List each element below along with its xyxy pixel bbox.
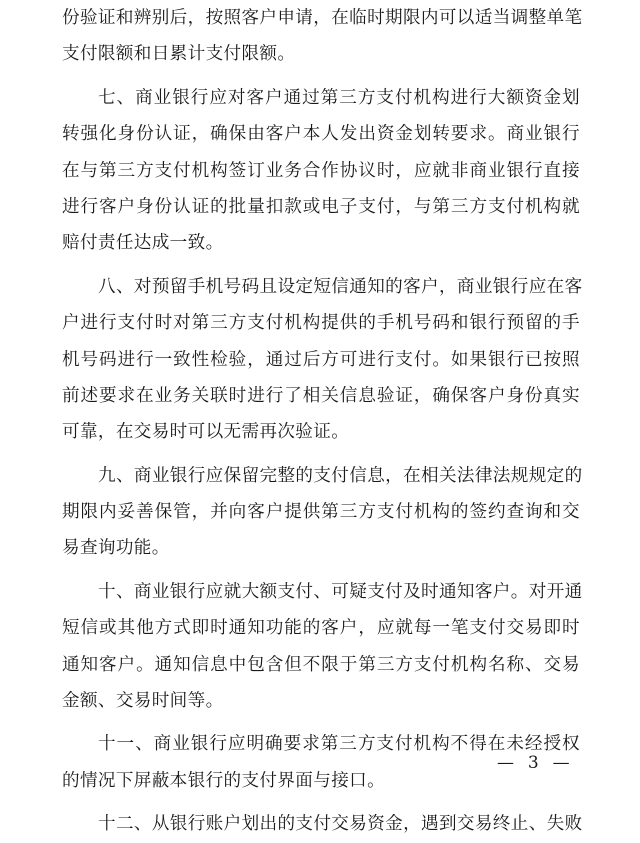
paragraph-item-10 <box>62 574 583 720</box>
text-line: 十一、商业银行应明确要求第三方支付机构不得在未经授权 <box>98 734 580 755</box>
paragraph-item-12 <box>62 806 583 842</box>
text-line: 金额、交易时间等。 <box>62 691 224 712</box>
text-line: 七、商业银行应对客户通过第三方支付机构进行大额资金划 <box>98 87 580 108</box>
text-line: 的情况下屏蔽本银行的支付界面与接口。 <box>62 770 386 791</box>
text-line: 十二、从银行账户划出的支付交易资金，遇到交易终止、失败 <box>98 814 583 835</box>
text-line: 八、对预留手机号码且设定短信通知的客户，商业银行应在客 <box>98 276 583 297</box>
document-page <box>62 0 583 843</box>
paragraph-item-7 <box>62 80 580 262</box>
text-line: 转强化身份认证，确保由客户本人发出资金划转要求。商业银行 <box>62 124 580 145</box>
text-line: 十、商业银行应就大额支付、可疑支付及时通知客户。对开通 <box>98 581 583 602</box>
text-line: 赔付责任达成一致。 <box>62 233 224 254</box>
text-line: 九、商业银行应保留完整的支付信息，在相关法律法规规定的 <box>98 465 583 486</box>
text-line: 机号码进行一致性检验，通过后方可进行支付。如果银行已按照 <box>62 349 580 370</box>
text-line: 份验证和辨别后，按照客户申请，在临时期限内可以适当调整单笔 <box>62 8 583 28</box>
paragraph-item-8 <box>62 269 583 451</box>
paragraph-continued <box>62 0 583 73</box>
text-line: 期限内妥善保管，并向客户提供第三方支付机构的签约查询和交 <box>62 502 580 523</box>
text-line: 在与第三方支付机构签订业务合作协议时，应就非商业银行直接 <box>62 160 580 181</box>
paragraph-item-9 <box>62 458 583 567</box>
text-line: 通知客户。通知信息中包含但不限于第三方支付机构名称、交易 <box>62 654 580 675</box>
text-line: 易查询功能。 <box>62 538 170 559</box>
text-line: 前述要求在业务关联时进行了相关信息验证，确保客户身份真实 <box>62 385 580 406</box>
page-number: — 3 — <box>497 753 574 773</box>
text-line: 短信或其他方式即时通知功能的客户，应就每一笔支付交易即时 <box>62 618 580 639</box>
text-line: 进行客户身份认证的批量扣款或电子支付，与第三方支付机构就 <box>62 196 580 217</box>
text-line: 支付限额和日累计支付限额。 <box>62 44 296 65</box>
text-line: 户进行支付时对第三方支付机构提供的手机号码和银行预留的手 <box>62 313 580 334</box>
text-line: 可靠，在交易时可以无需再次验证。 <box>62 422 350 443</box>
